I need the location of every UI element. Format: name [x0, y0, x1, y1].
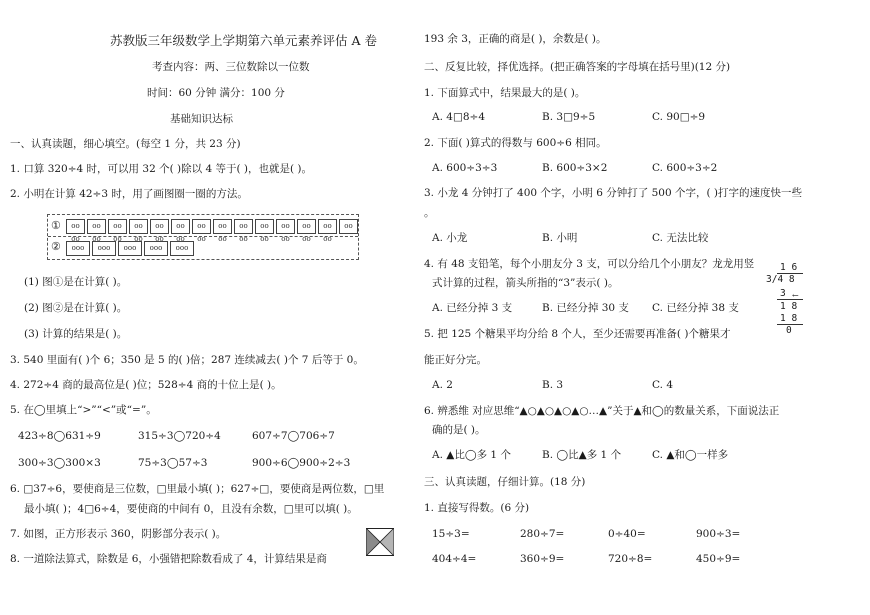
remainder: 0 — [786, 325, 792, 336]
option: B. 3 — [542, 379, 564, 391]
option: A. 4□8÷4 — [432, 111, 486, 123]
option: B. 600÷3×2 — [542, 162, 608, 174]
part3-heading: 三、认真读题，仔细计算。(18 分) — [424, 476, 586, 488]
question-8: 8. 一道除法算式，除数是 6，小强错把除数看成了 4，计算结果是商 — [10, 553, 327, 565]
option: C. 600÷3÷2 — [652, 162, 718, 174]
choice-5-line1: 5. 把 125 个糖果平均分给 8 个人，至少还需要再准备( )个糖果才 — [424, 328, 731, 340]
circle-group: oo oo — [276, 219, 295, 234]
circle-group: oo oo — [297, 219, 316, 234]
quotient: 1 6 — [780, 262, 798, 273]
circle-group: oo oo — [213, 219, 232, 234]
circle-group: ooo — [118, 241, 142, 256]
option: C. 90□÷9 — [652, 111, 706, 123]
option: C. 无法比较 — [652, 232, 709, 244]
circle-group: ooo — [144, 241, 168, 256]
compare-item: 75÷3◯57÷3 — [138, 457, 208, 469]
question-5: 5. 在◯里填上“>”“<”或“=”。 — [10, 404, 157, 416]
compare-item: 423÷8◯631÷9 — [18, 430, 101, 442]
question-2-2: (2) 图②是在计算( )。 — [24, 302, 128, 314]
question-2-1: (1) 图①是在计算( )。 — [24, 276, 128, 288]
choice-3-end: 。 — [424, 207, 435, 219]
compare-item: 607÷7◯706÷7 — [252, 430, 335, 442]
question-8-cont: 193 余 3，正确的商是( )，余数是( )。 — [424, 33, 607, 45]
calc-item: 450÷9= — [696, 553, 741, 565]
choice-1: 1. 下面算式中，结果最大的是( )。 — [424, 87, 586, 99]
option: B. ◯比▲多 1 个 — [542, 449, 622, 461]
part1-heading: 一、认真读题，细心填空。(每空 1 分，共 23 分) — [10, 138, 241, 150]
question-4: 4. 272÷4 商的最高位是( )位；528÷4 商的十位上是( )。 — [10, 379, 282, 391]
circle-group: oo oo — [255, 219, 274, 234]
choice-6-line2: 确的是( )。 — [432, 424, 486, 436]
calc-item: 900÷3= — [696, 528, 741, 540]
circle-group: ooo — [66, 241, 90, 256]
step-18b: 1 8 — [780, 313, 798, 324]
circle-group: ooo — [92, 241, 116, 256]
compare-item: 315÷3◯720÷4 — [138, 430, 221, 442]
section-basic: 基础知识达标 — [170, 113, 233, 125]
choice-2: 2. 下面( )算式的得数与 600÷6 相同。 — [424, 137, 607, 149]
option: B. 3□9÷5 — [542, 111, 596, 123]
calc-item: 404÷4= — [432, 553, 477, 565]
calc-item: 720÷8= — [608, 553, 653, 565]
choice-4-line1: 4. 有 48 支铅笔，每个小朋友分 3 支，可以分给几个小朋友？龙龙用竖 — [424, 258, 755, 270]
choice-6-line1: 6. 辨悉维 对应思维“▲○▲○▲○▲○…▲”关于▲和◯的数量关系，下面说法正 — [424, 405, 780, 417]
option: C. 4 — [652, 379, 674, 391]
exam-scope: 考查内容：两、三位数除以一位数 — [152, 61, 310, 73]
circle-group: oo oo — [87, 219, 106, 234]
row1-label: ① — [51, 219, 61, 232]
choice-3: 3. 小龙 4 分钟打了 400 个字，小明 6 分钟打了 500 个字，( )打字的速度快一些 — [424, 187, 803, 199]
question-1: 1. 口算 320÷4 时，可以用 32 个( )除以 4 等于( )，也就是( )。 — [10, 163, 313, 175]
step-3: 3 — [780, 288, 786, 299]
circle-group: oo oo — [129, 219, 148, 234]
question-3: 3. 540 里面有( )个 6；350 是 5 的( )倍；287 连续减去( )个 7 后等于 0。 — [10, 354, 364, 366]
option: A. 小龙 — [432, 232, 468, 244]
question-2-3: (3) 计算的结果是( )。 — [24, 328, 128, 340]
dividend-line: 3/4 8 — [766, 274, 795, 285]
option: B. 小明 — [542, 232, 578, 244]
calc-item: 0÷40= — [608, 528, 646, 540]
option: A. 600÷3÷3 — [432, 162, 498, 174]
option: A. ▲比◯多 1 个 — [432, 449, 511, 461]
question-6-line2: 最小填( )；4□6÷4，要使商的中间有 0，且没有余数，□里可以填( )。 — [24, 503, 358, 515]
circle-group: oo oo — [66, 219, 85, 234]
page-title: 苏教版三年级数学上学期第六单元素养评估 A 卷 — [110, 33, 377, 48]
question-2: 2. 小明在计算 42÷3 时，用了画图圈一圈的方法。 — [10, 188, 248, 200]
option: C. 已经分掉 38 支 — [652, 302, 739, 314]
option: A. 2 — [432, 379, 453, 391]
circle-group: oo oo — [318, 219, 337, 234]
option: B. 已经分掉 30 支 — [542, 302, 629, 314]
calc-item: 15÷3= — [432, 528, 470, 540]
step-18a: 1 8 — [780, 301, 798, 312]
compare-item: 300÷3◯300×3 — [18, 457, 101, 469]
exam-time: 时间：60 分钟 满分：100 分 — [147, 87, 285, 99]
circle-group: oo oo — [108, 219, 127, 234]
calc-item: 280÷7= — [520, 528, 565, 540]
question-7: 7. 如图，正方形表示 360，阴影部分表示( )。 — [10, 528, 227, 540]
circle-figure — [47, 214, 359, 260]
long-division-figure — [764, 262, 812, 340]
square-shaded-figure — [366, 528, 394, 556]
row2-label: ② — [51, 240, 61, 253]
choice-4-line2: 式计算的过程，箭头所指的“3”表示( )。 — [432, 277, 619, 289]
option: A. 已经分掉 3 支 — [432, 302, 513, 314]
calc-1-heading: 1. 直接写得数。(6 分) — [424, 502, 530, 514]
part2-heading: 二、反复比较，择优选择。(把正确答案的字母填在括号里)(12 分) — [424, 61, 731, 73]
circle-group: oo oo — [192, 219, 211, 234]
choice-5-line2: 能正好分完。 — [424, 354, 487, 366]
option: C. ▲和◯一样多 — [652, 449, 729, 461]
question-6-line1: 6. □37÷6，要使商是三位数，□里最小填( )；627÷□，要使商是两位数，□里 — [10, 483, 385, 495]
circle-group: oo — [339, 219, 358, 234]
arrow-left-icon: ← — [792, 291, 799, 300]
circle-group: oo oo — [150, 219, 169, 234]
calc-item: 360÷9= — [520, 553, 565, 565]
circle-group: ooo — [170, 241, 194, 256]
circle-group: oo oo — [234, 219, 253, 234]
compare-item: 900÷6◯900÷2÷3 — [252, 457, 351, 469]
circle-group: oo oo — [171, 219, 190, 234]
